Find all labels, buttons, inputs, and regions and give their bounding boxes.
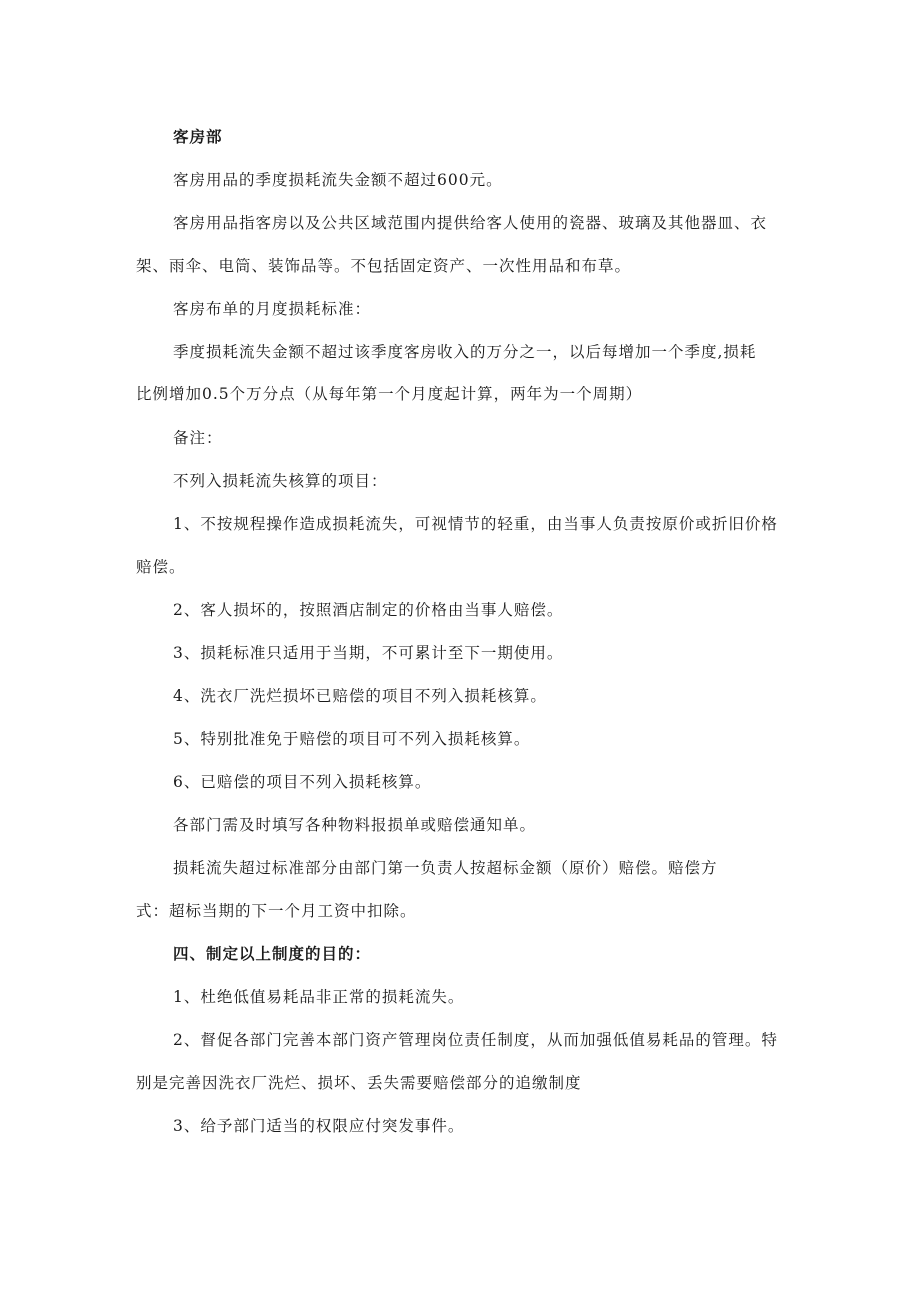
paragraph-quarterly-loss-limit: 客房用品的季度损耗流失金额不超过600元。	[173, 171, 503, 189]
paragraph-excess-line2: 式：超标当期的下一个月工资中扣除。	[136, 902, 417, 920]
paragraph-excess-line1: 损耗流失超过标准部分由部门第一负责人按超标金额（原价）赔偿。赔偿方	[173, 859, 718, 877]
heading-purpose: 四、制定以上制度的目的：	[173, 945, 372, 963]
paragraph-linen-standard-line2: 比例增加0.5个万分点（从每年第一个月度起计算，两年为一个周期）	[136, 385, 643, 403]
note-label: 备注：	[173, 429, 223, 447]
paragraph-supplies-definition-line2: 架、雨伞、电筒、装饰品等。不包括固定资产、一次性用品和布草。	[136, 257, 632, 275]
excluded-item-1-line2: 赔偿。	[136, 558, 186, 576]
excluded-items-title: 不列入损耗流失核算的项目：	[173, 472, 388, 490]
paragraph-forms: 各部门需及时填写各种物料报损单或赔偿通知单。	[173, 816, 537, 834]
excluded-item-3: 3、损耗标准只适用于当期，不可累计至下一期使用。	[173, 644, 564, 662]
excluded-item-1-line1: 1、不按规程操作造成损耗流失，可视情节的轻重，由当事人负责按原价或折旧价格	[173, 515, 778, 533]
purpose-3: 3、给予部门适当的权限应付突发事件。	[173, 1117, 465, 1135]
excluded-item-4: 4、洗衣厂洗烂损坏已赔偿的项目不列入损耗核算。	[173, 687, 547, 705]
excluded-item-5: 5、特别批准免于赔偿的项目可不列入损耗核算。	[173, 730, 531, 748]
paragraph-linen-standard-line1: 季度损耗流失金额不超过该季度客房收入的万分之一，以后每增加一个季度,损耗	[173, 343, 757, 361]
heading-housekeeping: 客房部	[173, 128, 223, 146]
paragraph-linen-standard-title: 客房布单的月度损耗标准：	[173, 300, 372, 318]
excluded-item-6: 6、已赔偿的项目不列入损耗核算。	[173, 773, 432, 791]
purpose-2-line1: 2、督促各部门完善本部门资产管理岗位责任制度，从而加强低值易耗品的管理。特	[173, 1031, 778, 1049]
purpose-1: 1、杜绝低值易耗品非正常的损耗流失。	[173, 988, 465, 1006]
paragraph-supplies-definition-line1: 客房用品指客房以及公共区域范围内提供给客人使用的瓷器、玻璃及其他器皿、衣	[173, 214, 768, 232]
purpose-2-line2: 别是完善因洗衣厂洗烂、损坏、丢失需要赔偿部分的追缴制度	[136, 1074, 582, 1092]
excluded-item-2: 2、客人损坏的，按照酒店制定的价格由当事人赔偿。	[173, 601, 564, 619]
